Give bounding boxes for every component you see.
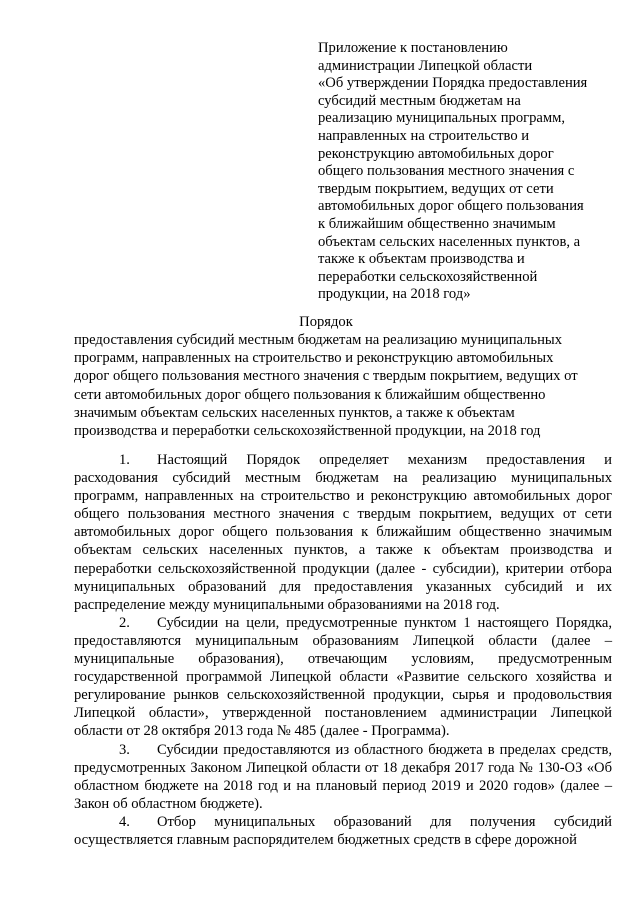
paragraph-text: Субсидии предоставляются из областного бюджета в пределах средств, предусмотренных Законом Липецкой области от 18 декабря 2017 года № 130-ОЗ «Об областном бюджете на 2018 год и на плановый период 2019 и 2020 годов» (далее – Закон об областном бюджете). — [74, 741, 612, 812]
paragraph-2 — [74, 614, 612, 741]
paragraph-number: 1. — [119, 452, 130, 468]
paragraph-3 — [74, 741, 612, 813]
paragraph-text: Настоящий Порядок определяет механизм предоставления и расходования субсидий местным бюджетам на реализацию муниципальных программ, направленных на строительство и реконструкцию автомобильных дорог общего пользования местного значения с твердым покрытием, ведущих от сети автомобильных дорог общего пользования к ближайшим общественно значимым объектам сельских населенных пунктов, а также к объектам производства и переработки сельскохозяйственной продукции (далее - субсидии), критерии отбора муниципальных образований для предоставления указанных субсидий и их распределение между муниципальными образованиями на 2018 год. — [74, 452, 612, 613]
paragraph-text: Отбор муниципальных образований для получения субсидий осуществляется главным распорядителем бюджетных средств в сфере дорожной — [74, 813, 612, 848]
paragraph-4 — [74, 813, 612, 849]
document-body — [74, 451, 612, 849]
paragraph-number: 4. — [119, 813, 130, 830]
paragraph-number: 3. — [119, 741, 130, 758]
paragraph-text: Субсидии на цели, предусмотренные пунктом 1 настоящего Порядка, предоставляются муниципальным образованиям Липецкой области (далее – муниципальные образования), отвечающим условиям, предусмотренным государственной программой Липецкой области «Развитие сельского хозяйства и регулирование рынков сельскохозяйственной продукции, сырья и продовольствия Липецкой области», утвержденной постановлением администрации Липецкой области от 28 октября 2013 года № 485 (далее - Программа). — [74, 614, 612, 740]
paragraph-number: 2. — [119, 614, 130, 631]
paragraph-1 — [74, 451, 612, 614]
document-subtitle: предоставления субсидий местным бюджетам на реализацию муниципальных программ, направленных на строительство и реконструкцию автомобильных дорог общего пользования местного значения с твердым покрытием, ведущих от сети автомобильных дорог общего пользования к ближайшим общественно значимым объектам сельских населенных пунктов, а также к объектам производства и переработки сельскохозяйственной продукции, на 2018 год — [74, 332, 578, 440]
appendix-header: Приложение к постановлению администрации Липецкой области «Об утверждении Порядка предоставления субсидий местным бюджетам на реализацию муниципальных программ, направленных на строительство и реконструкцию автомобильных дорог общего пользования местного значения с твердым покрытием, ведущих от сети автомобильных дорог общего пользования к ближайшим общественно значимым объектам сельских населенных пунктов, а также к объектам производства и переработки сельскохозяйственной продукции, на 2018 год» — [318, 40, 588, 303]
document-title: Порядок — [299, 314, 353, 330]
